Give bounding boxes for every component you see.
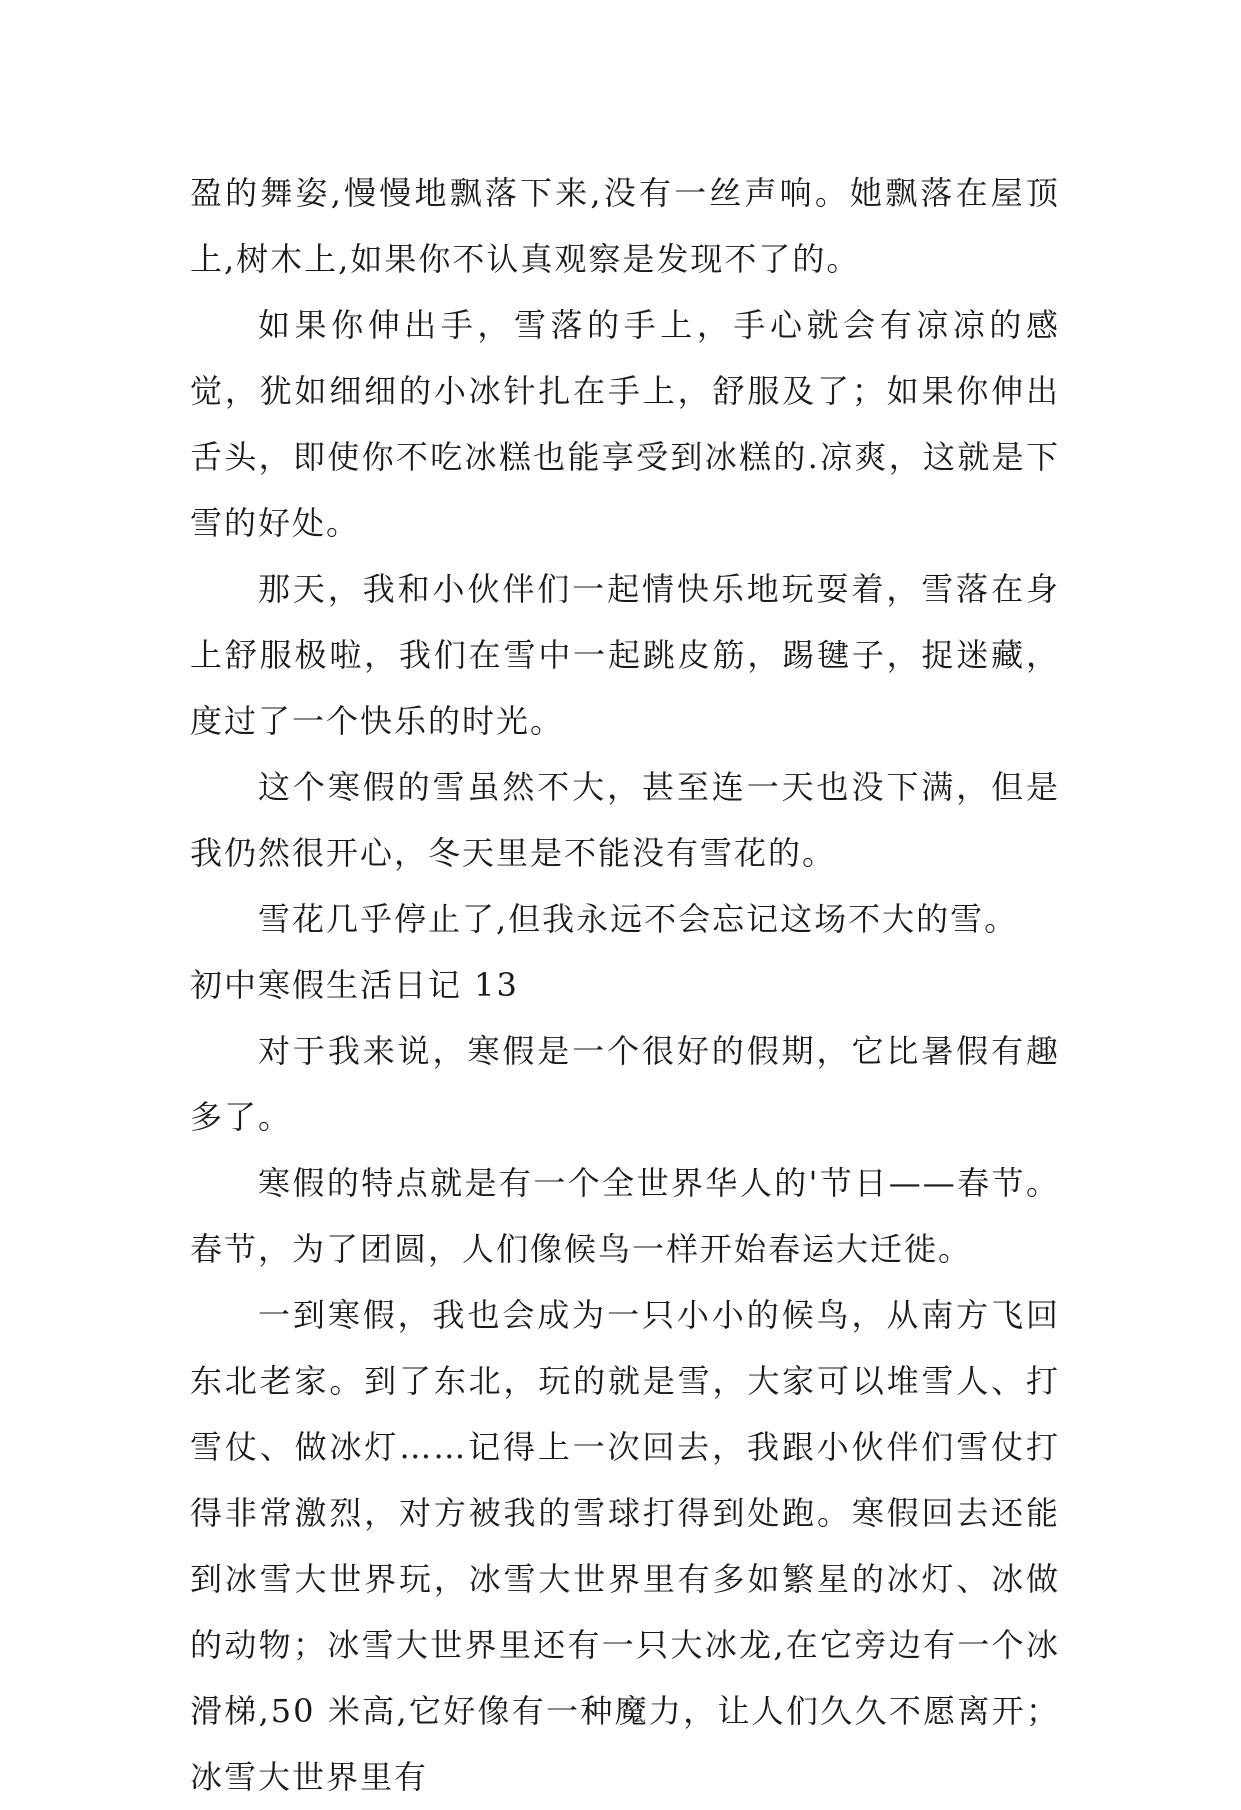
document-body [190, 160, 1060, 1810]
paragraph-continuation: 盈的舞姿,慢慢地飘落下来,没有一丝声响。她飘落在屋顶上,树木上,如果你不认真观察是发现不了的。 [190, 174, 1060, 278]
paragraph: 雪花几乎停止了,但我永远不会忘记这场不大的雪。 [258, 900, 1019, 938]
paragraph: 那天，我和小伙伴们一起情快乐地玩耍着，雪落在身上舒服极啦，我们在雪中一起跳皮筋，踢毽子，捉迷藏，度过了一个快乐的时光。 [190, 570, 1060, 740]
paragraph: 一到寒假，我也会成为一只小小的候鸟，从南方飞回东北老家。到了东北，玩的就是雪，大家可以堆雪人、打雪仗、做冰灯……记得上一次回去，我跟小伙伴们雪仗打得非常激烈，对方被我的雪球打得到处跑。寒假回去还能到冰雪大世界玩，冰雪大世界里有多如繁星的冰灯、冰做的动物；冰雪大世界里还有一只大冰龙,在它旁边有一个冰滑梯,50 米高,它好像有一种魔力，让人们久久不愿离开；冰雪大世界里有 [190, 1296, 1060, 1796]
paragraph: 对于我来说，寒假是一个很好的假期，它比暑假有趣多了。 [190, 1032, 1060, 1136]
paragraph: 如果你伸出手，雪落的手上，手心就会有凉凉的感觉，犹如细细的小冰针扎在手上，舒服及了；如果你伸出舌头，即使你不吃冰糕也能享受到冰糕的.凉爽，这就是下雪的好处。 [190, 306, 1060, 542]
paragraph: 这个寒假的雪虽然不大，甚至连一天也没下满，但是我仍然很开心，冬天里是不能没有雪花的。 [190, 768, 1060, 872]
section-heading: 初中寒假生活日记 13 [190, 966, 519, 1004]
paragraph: 寒假的特点就是有一个全世界华人的'节日——春节。春节，为了团圆，人们像候鸟一样开始春运大迁徙。 [190, 1164, 1060, 1268]
